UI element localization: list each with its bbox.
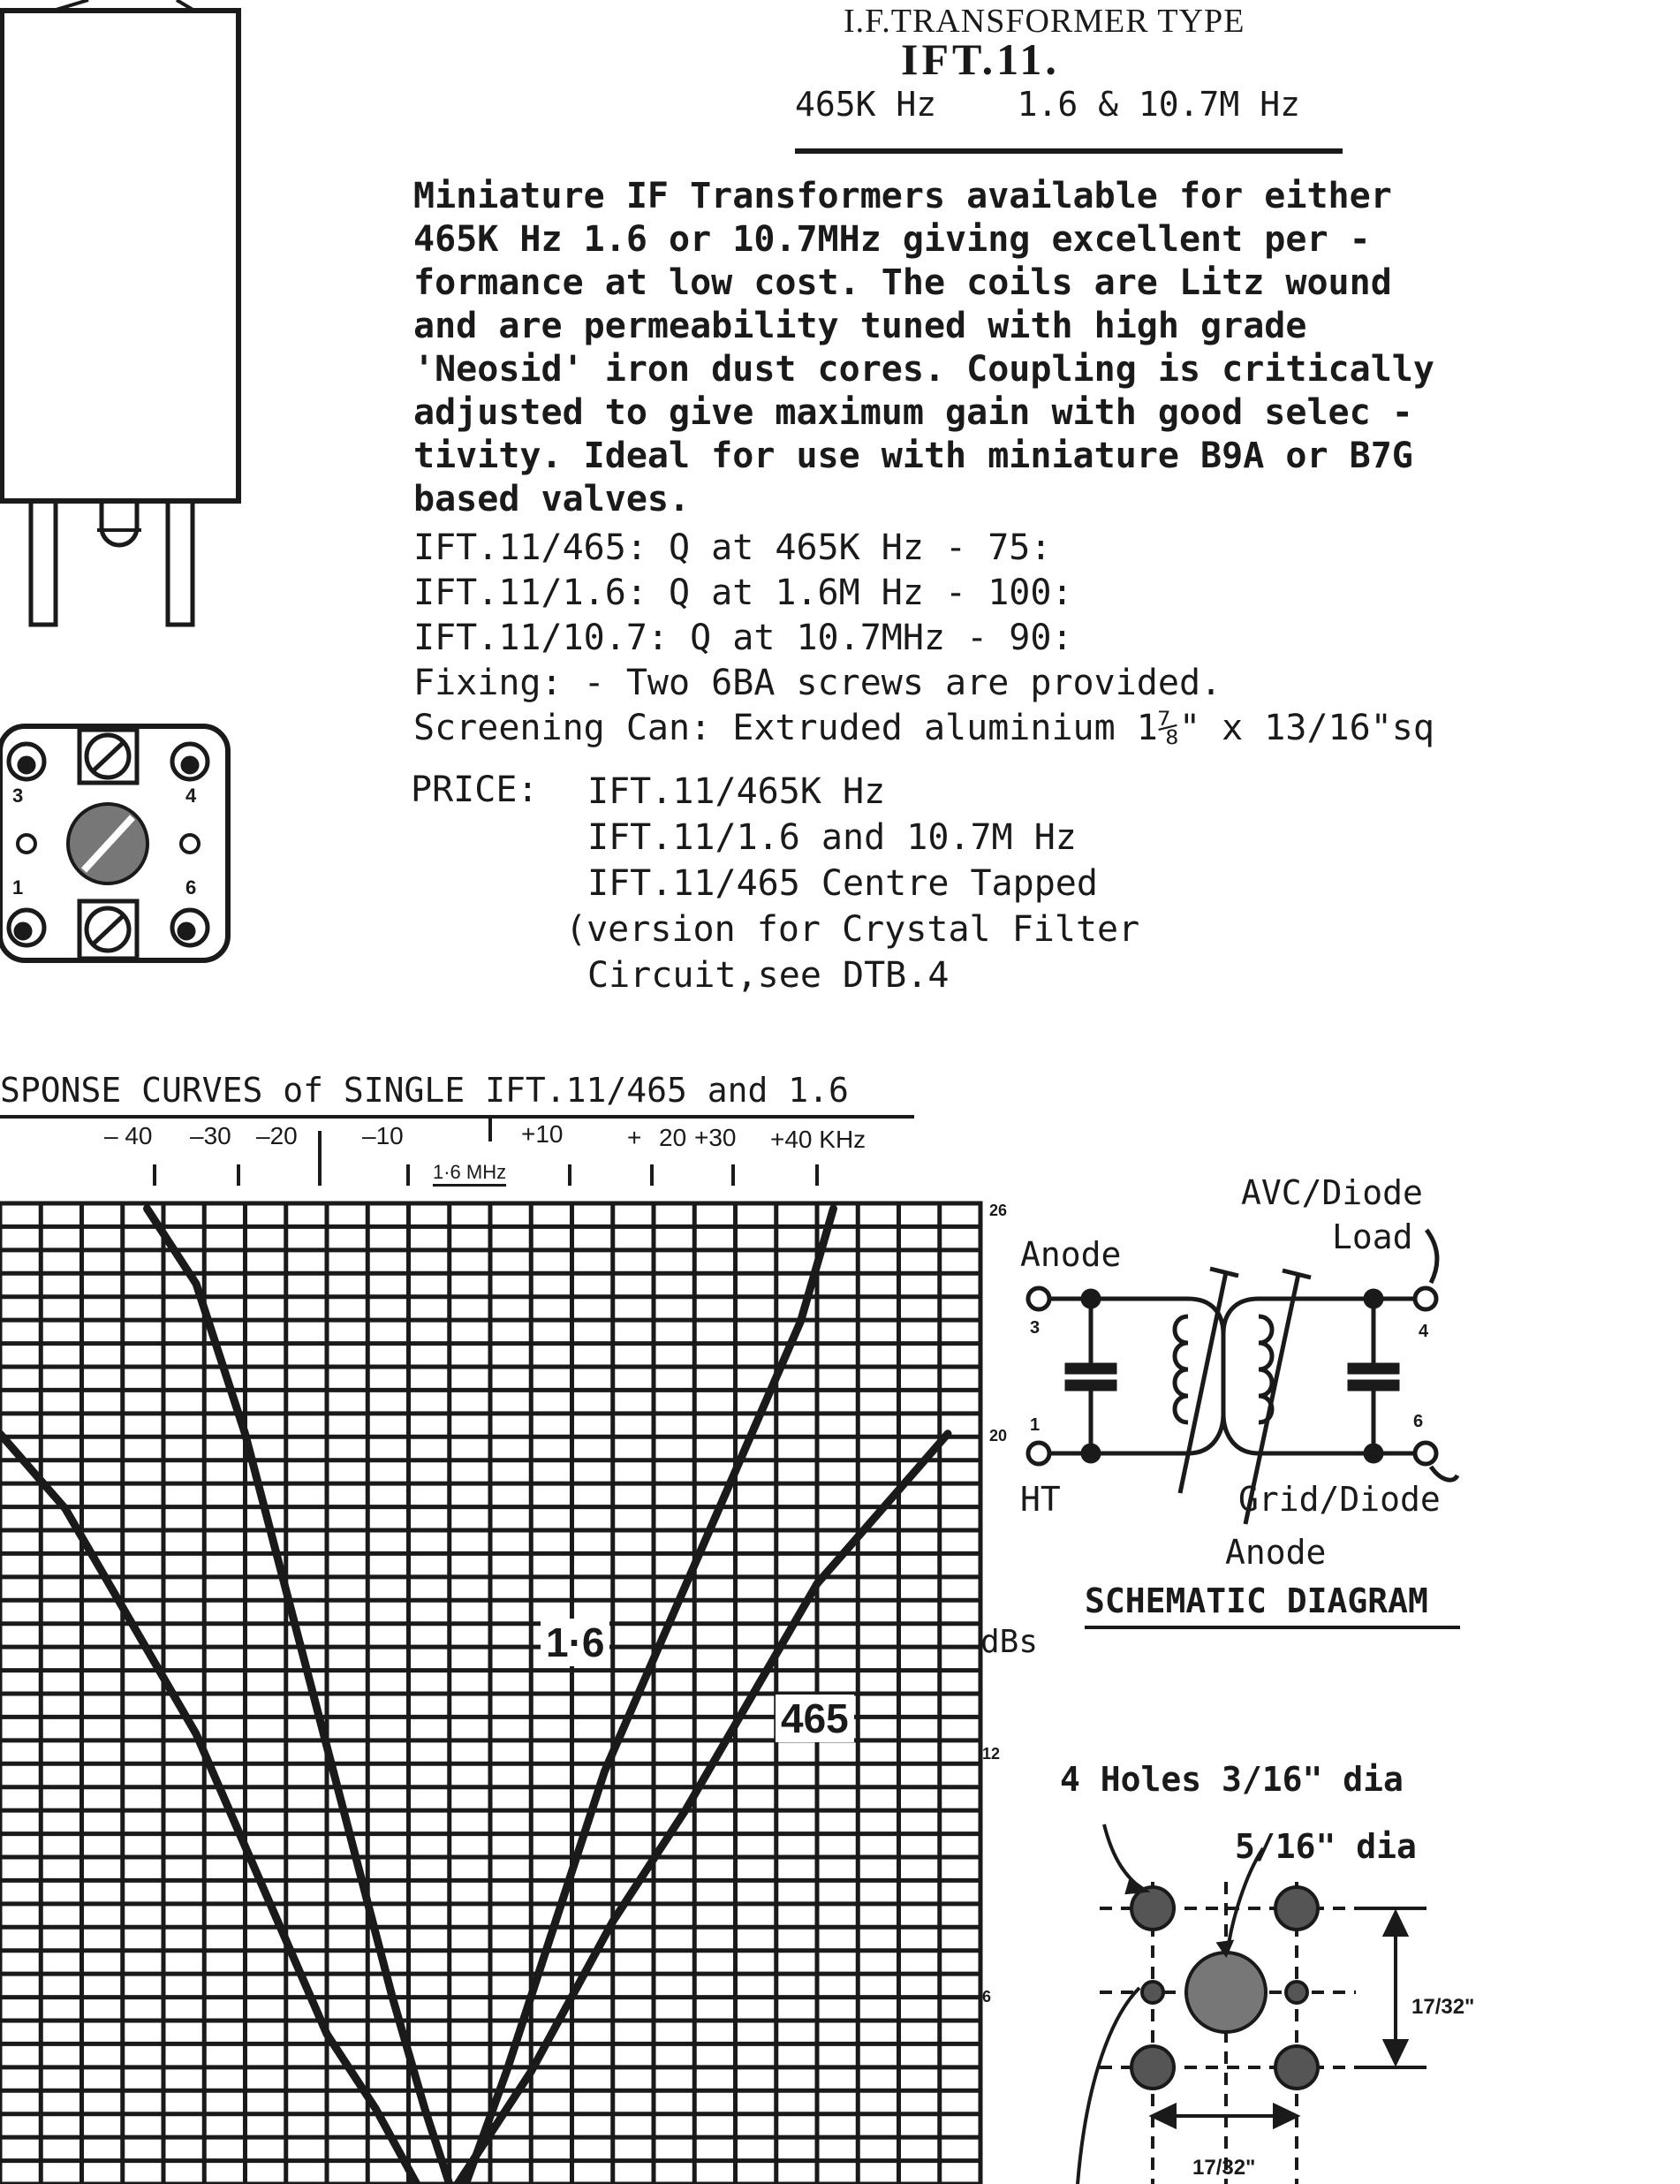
- title-line1: I.F.TRANSFORMER TYPE: [844, 3, 1245, 40]
- tick-label-plus-10: +10: [521, 1120, 564, 1148]
- desc-line-1: Miniature IF Transformers available for either: [413, 176, 1392, 216]
- spec-q-10-7: IFT.11/10.7: Q at 10.7MHz - 90:: [413, 618, 1073, 658]
- price-label: PRICE:: [411, 770, 539, 810]
- label-anode-2: Anode: [1225, 1533, 1327, 1572]
- label-anode: Anode: [1020, 1235, 1122, 1274]
- label-avc-diode: AVC/Diode: [1241, 1173, 1423, 1212]
- mounting-hole-drawing: [1078, 1824, 1426, 2184]
- sch-pin-1: 1: [1030, 1415, 1041, 1435]
- holes-label: 4 Holes 3/16" dia: [1060, 1760, 1404, 1799]
- desc-line-7: tivity. Ideal for use with miniature B9A or B7G: [413, 436, 1413, 476]
- base-pin-3: 3: [12, 785, 24, 807]
- price-item-1: IFT.11/465K Hz: [587, 771, 886, 812]
- spec-q-465: IFT.11/465: Q at 465K Hz - 75:: [413, 527, 1052, 568]
- title-frequencies: 465K Hz 1.6 & 10.7M Hz: [795, 85, 1300, 124]
- spec-q-1-6: IFT.11/1.6: Q at 1.6M Hz - 100:: [413, 573, 1073, 613]
- right-tick-20: 20: [989, 1427, 1008, 1445]
- desc-line-4: and are permeability tuned with high grade: [413, 306, 1307, 346]
- price-item-5: Circuit,see DTB.4: [587, 955, 950, 996]
- center-hole-label: 5/16" dia: [1235, 1827, 1417, 1866]
- desc-line-3: formance at low cost. The coils are Litz wound: [413, 262, 1392, 303]
- sch-pin-3: 3: [1030, 1318, 1041, 1338]
- tick-label-plus-40-khz: +40 KHz: [770, 1126, 866, 1153]
- axis-unit-dbs: dBs: [980, 1624, 1039, 1660]
- transformer-can-drawing: [2, 0, 238, 625]
- series-line-0: [148, 1209, 450, 2184]
- spec-fixing: Fixing: - Two 6BA screws are provided.: [413, 663, 1222, 703]
- response-curves-title: SPONSE CURVES of SINGLE IFT.11/465 and 1.6: [0, 1071, 849, 1110]
- tick-label-plus-20: 20: [659, 1124, 687, 1151]
- dimension-vertical: 17/32": [1411, 1995, 1475, 2019]
- title-model: IFT.11.: [901, 34, 1060, 84]
- desc-line-5: 'Neosid' iron dust cores. Coupling is critically: [413, 349, 1434, 390]
- title-underline: [795, 148, 1343, 154]
- right-tick-6: 6: [982, 1988, 992, 2006]
- response-title-underline: [0, 1115, 914, 1119]
- desc-line-8: based valves.: [413, 479, 691, 519]
- price-item-4: (version for Crystal Filter: [565, 909, 1140, 950]
- schematic-title-underline: [1085, 1626, 1460, 1629]
- curve-label-465: 465: [776, 1695, 854, 1742]
- label-load: Load: [1332, 1217, 1413, 1256]
- base-view-drawing: [0, 726, 228, 960]
- tick-label-minus-10: –10: [362, 1122, 404, 1149]
- tick-label-plus: +: [627, 1124, 642, 1151]
- response-chart-grid: [0, 1203, 980, 2184]
- tick-label-plus-30: +30: [694, 1124, 737, 1151]
- label-grid-diode: Grid/Diode: [1238, 1480, 1441, 1519]
- tick-label-minus-20: –20: [256, 1122, 298, 1149]
- sch-pin-6: 6: [1413, 1412, 1424, 1431]
- base-pin-6: 6: [185, 876, 197, 899]
- tick-label-minus-40: – 40: [104, 1122, 153, 1149]
- desc-line-6: adjusted to give maximum gain with good selec -: [413, 392, 1413, 433]
- right-tick-12: 12: [982, 1745, 1001, 1763]
- price-item-3: IFT.11/465 Centre Tapped: [587, 863, 1098, 904]
- sch-pin-4: 4: [1419, 1322, 1429, 1341]
- label-ht: HT: [1020, 1480, 1061, 1519]
- base-pin-4: 4: [185, 785, 197, 807]
- right-tick-26: 26: [989, 1202, 1008, 1219]
- base-pin-1: 1: [12, 876, 24, 899]
- curve-label-1-6: 1·6: [541, 1619, 609, 1666]
- tick-label-minus-30: –30: [190, 1122, 231, 1149]
- price-item-2: IFT.11/1.6 and 10.7M Hz: [587, 817, 1077, 858]
- schematic-title: SCHEMATIC DIAGRAM: [1085, 1581, 1428, 1620]
- sub-label-1-6-mhz: 1·6 MHz: [433, 1161, 506, 1187]
- dimension-horizontal: 17/32": [1192, 2156, 1256, 2180]
- spec-screening-can: Screening Can: Extruded aluminium 1⅞" x 13/16"sq: [413, 708, 1434, 748]
- desc-line-2: 465K Hz 1.6 or 10.7MHz giving excellent per -: [413, 219, 1371, 260]
